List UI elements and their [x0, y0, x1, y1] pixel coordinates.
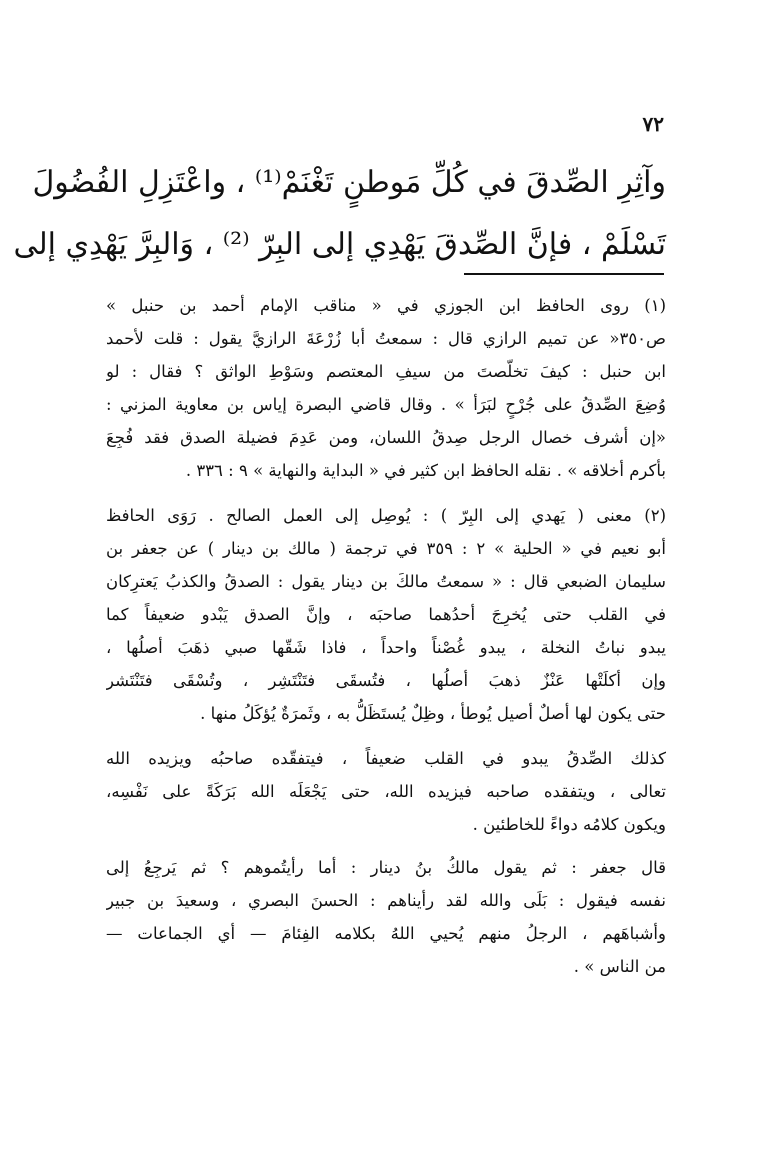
footnote-line: نفسه فيقول : بَلَى والله لقد رأيناهم : الحسنَ البصري ، وسعيدَ بن جبير: [106, 891, 666, 910]
footnote-separator: [464, 273, 664, 275]
footnote-line: حتى يكون لها أصلٌ أصيل يُوطأ ، وظِلٌ يُستَظَلُّ به ، وثَمرَةٌ يُؤكَلُ منها .: [200, 704, 666, 723]
footnote-line: ابن حنبل : كيفَ تخلّصتَ من سيفِ المعتصم وسَوْطِ الواثق ؟ فقال : لو: [106, 362, 666, 381]
footnote-paragraph-3: [106, 742, 666, 841]
footnote-2: [106, 499, 666, 730]
footnote-1: [106, 289, 666, 487]
footnote-line: أبو نعيم في « الحلية » ٢ : ٣٥٩ في ترجمة ( مالك بن دينار ) عن جعفر بن: [106, 539, 666, 558]
footnote-line: كذلك الصِّدقُ يبدو في القلب ضعيفاً ، فيتفقّده صاحبُه ويزيده الله: [106, 749, 666, 768]
main-text: [13, 152, 666, 276]
footnote-line: بأكرم أخلاقه » . نقله الحافظ ابن كثير في « البداية والنهاية » ٩ : ٣٣٦ .: [185, 461, 666, 480]
footnote-line: ويكون كلامُه دواءً للخاطئين .: [472, 815, 666, 834]
main-text-line: وآثِرِ الصِّدقَ في كُلِّ مَوطنٍ تَغْنَمْ⁽¹⁾ ، واعْتَزِلِ الفُضُولَ: [32, 165, 666, 200]
footnote-line: من الناس » .: [573, 957, 666, 976]
main-text-line: تَسْلَمْ ، فإنَّ الصِّدقَ يَهْدِي إلى البِرّ ⁽²⁾ ، وَالبِرَّ يَهْدِي إلى: [13, 227, 666, 262]
footnote-line: ص٣٥٠« عن تميم الرازي قال : سمعتُ أبا زُرْعَةَ الرازيَّ يقول : قلت لأحمد: [106, 329, 666, 348]
footnotes: [106, 289, 666, 993]
footnote-line: تعالى ، ويتفقده صاحبه فيزيده الله، حتى يَجْعَلَه الله بَرَكَةً على نَفْسِه،: [106, 782, 666, 801]
footnote-line: سليمان الضبعي قال : « سمعتُ مالكَ بن دينار يقول : الصدقُ والكذبُ يَعترِكان: [106, 572, 666, 591]
page-number: ٧٢: [642, 112, 664, 136]
footnote-line: في القلب حتى يُخرِجَ أحدُهما صاحبَه ، وإنَّ الصدق يَبْدو ضعيفاً كما: [106, 605, 666, 624]
footnote-line: قال جعفر : ثم يقول مالكُ بنُ دينار : أما رأيتُموهم ؟ ثم يَرجِعُ إلى: [106, 858, 666, 877]
footnote-line: (١) روى الحافظ ابن الجوزي في « مناقب الإمام أحمد بن حنبل »: [106, 296, 666, 315]
footnote-line: وأشباهَهم ، الرجلُ منهم يُحيي اللهُ بكلامه الفِئامَ — أي الجماعات —: [106, 924, 666, 943]
footnote-line: (٢) معنى ( يَهدي إلى البِرّ ) : يُوصِل إلى العمل الصالح . رَوَى الحافظ: [106, 506, 666, 525]
footnote-paragraph-4: [106, 851, 666, 983]
footnote-line: «إن أشرف خصال الرجل صِدقُ اللسان، ومن عَدِمَ فضيلة الصدق فقد فُجِعَ: [106, 428, 666, 447]
footnote-line: وُضِعَ الصِّدقُ على جُرْحٍ لبَرَأ » . وقال قاضي البصرة إياس بن معاوية المزني :: [106, 395, 666, 414]
footnote-line: يبدو نباتُ النخلة ، يبدو غُصْناً واحداً ، فاذا شَقّها صبي ذهَبَ أصلُها ،: [106, 638, 666, 657]
footnote-line: وإن أكلَتْها عَنْزٌ ذهبَ أصلُها ، فتُسقَى فتَنْتَشِر ، وتُسْقَى فتَنْتَشر: [106, 671, 666, 690]
